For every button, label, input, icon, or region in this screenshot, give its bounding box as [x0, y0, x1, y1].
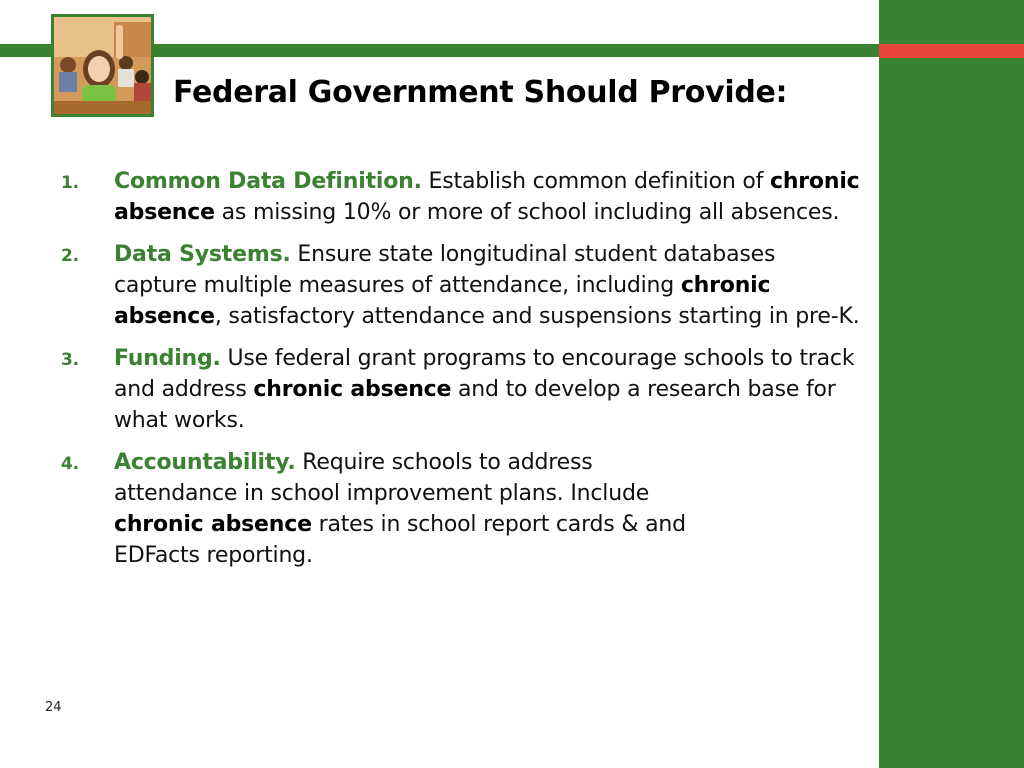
side-red-accent: [879, 44, 1024, 58]
side-green-panel: [879, 0, 1024, 768]
list-item: [61, 447, 861, 571]
item-number: 1.: [61, 173, 79, 193]
item-heading: Data Systems.: [114, 242, 291, 267]
item-heading: Funding.: [114, 346, 221, 371]
item-number: 3.: [61, 350, 79, 370]
page-number: 24: [45, 700, 62, 715]
item-number: 2.: [61, 246, 79, 266]
item-text: Require schools to address attendance in school improvement plans. Include: [114, 450, 650, 506]
page-title: Federal Government Should Provide:: [173, 75, 788, 110]
item-text: Ensure state longitudinal student databases capture multiple measures of attendance, including: [114, 242, 776, 298]
classroom-students-photo-icon: [54, 17, 151, 114]
list-item: [61, 343, 861, 436]
item-text: , satisfactory attendance and suspensions starting in pre-K.: [214, 304, 860, 329]
recommendation-list: [61, 166, 861, 582]
item-text: as missing 10% or more of school including all absences.: [214, 200, 840, 225]
item-emphasis: chronic absence: [114, 169, 860, 225]
item-emphasis: chronic absence: [253, 377, 452, 402]
list-item: [61, 166, 861, 228]
item-emphasis: chronic absence: [114, 273, 771, 329]
item-text: and to develop a research base for what works.: [114, 377, 836, 433]
classroom-photo: [51, 14, 154, 117]
item-emphasis: chronic absence: [114, 512, 312, 537]
item-number: 4.: [61, 454, 79, 474]
item-heading: Accountability.: [114, 450, 296, 475]
item-text: Use federal grant programs to encourage schools to track and address: [114, 346, 855, 402]
item-heading: Common Data Definition.: [114, 169, 422, 194]
list-item: [61, 239, 861, 332]
item-text: Establish common definition of: [421, 169, 770, 194]
item-text: rates in school report cards & and EDFacts reporting.: [114, 512, 686, 568]
